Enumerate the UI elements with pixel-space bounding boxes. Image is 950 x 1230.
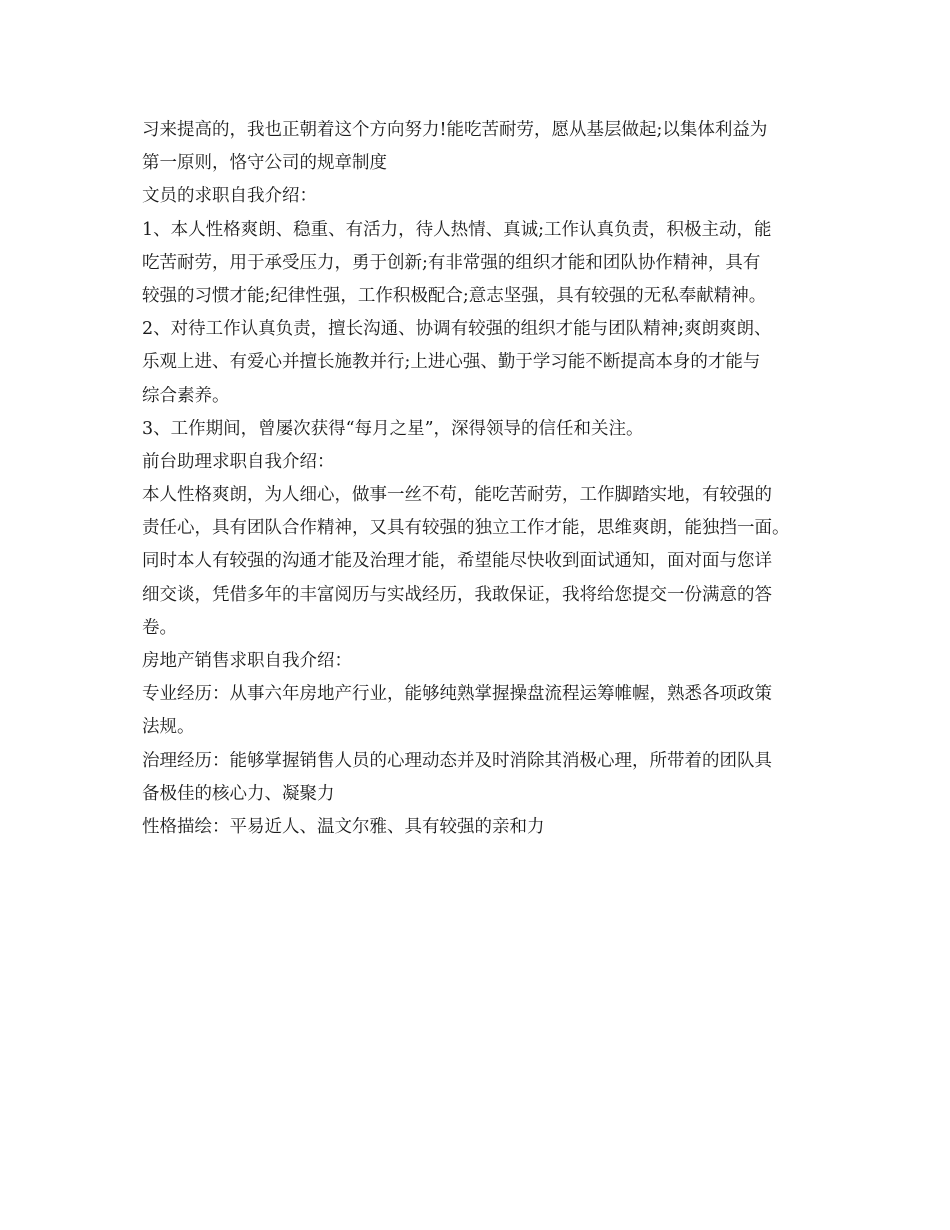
text-line: 法规。 [142, 717, 195, 738]
text-line: 备极佳的核心力、凝聚力 [142, 783, 335, 804]
text-line: 2、对待工作认真负责，擅长沟通、协调有较强的组织才能与团队精神;爽朗爽朗、 [142, 319, 772, 340]
text-line: 卷。 [142, 617, 177, 638]
text-line: 治理经历：能够掌握销售人员的心理动态并及时消除其消极心理，所带着的团队具 [142, 750, 772, 771]
text-line: 乐观上进、有爱心并擅长施教并行;上进心强、勤于学习能不断提高本身的才能与 [142, 352, 761, 373]
text-line: 较强的习惯才能;纪律性强，工作积极配合;意志坚强，具有较强的无私奉献精神。 [142, 285, 767, 306]
text-line: 1、本人性格爽朗、稳重、有活力，待人热情、真诚;工作认真负责，积极主动，能 [142, 219, 772, 240]
text-line: 同时本人有较强的沟通才能及治理才能，希望能尽快收到面试通知，面对面与您详 [142, 551, 772, 572]
text-line: 综合素养。 [142, 385, 230, 406]
text-line: 专业经历：从事六年房地产行业，能够纯熟掌握操盘流程运筹帷幄，熟悉各项政策 [142, 684, 772, 705]
text-line: 本人性格爽朗，为人细心，做事一丝不苟，能吃苦耐劳，工作脚踏实地，有较强的 [142, 485, 772, 506]
section-heading: 文员的求职自我介绍： [142, 186, 317, 207]
text-line: 习来提高的，我也正朝着这个方向努力!能吃苦耐劳，愿从基层做起;以集体利益为 [142, 120, 768, 140]
text-line: 责任心，具有团队合作精神，又具有较强的独立工作才能，思维爽朗，能独挡一面。 [142, 518, 790, 539]
text-line: 吃苦耐劳，用于承受压力，勇于创新;有非常强的组织才能和团队协作精神，具有 [142, 252, 761, 273]
text-line: 性格描绘：平易近人、温文尔雅、具有较强的亲和力 [142, 816, 545, 837]
text-line: 3、工作期间，曾屡次获得“每月之星”，深得领导的信任和关注。 [142, 418, 644, 439]
text-line: 第一原则，恪守公司的规章制度 [142, 153, 387, 174]
text-line: 细交谈，凭借多年的丰富阅历与实战经历，我敢保证，我将给您提交一份满意的答 [142, 584, 772, 605]
section-heading: 前台助理求职自我介绍： [142, 451, 335, 472]
section-heading: 房地产销售求职自我介绍： [142, 651, 352, 671]
document-body [142, 114, 822, 844]
